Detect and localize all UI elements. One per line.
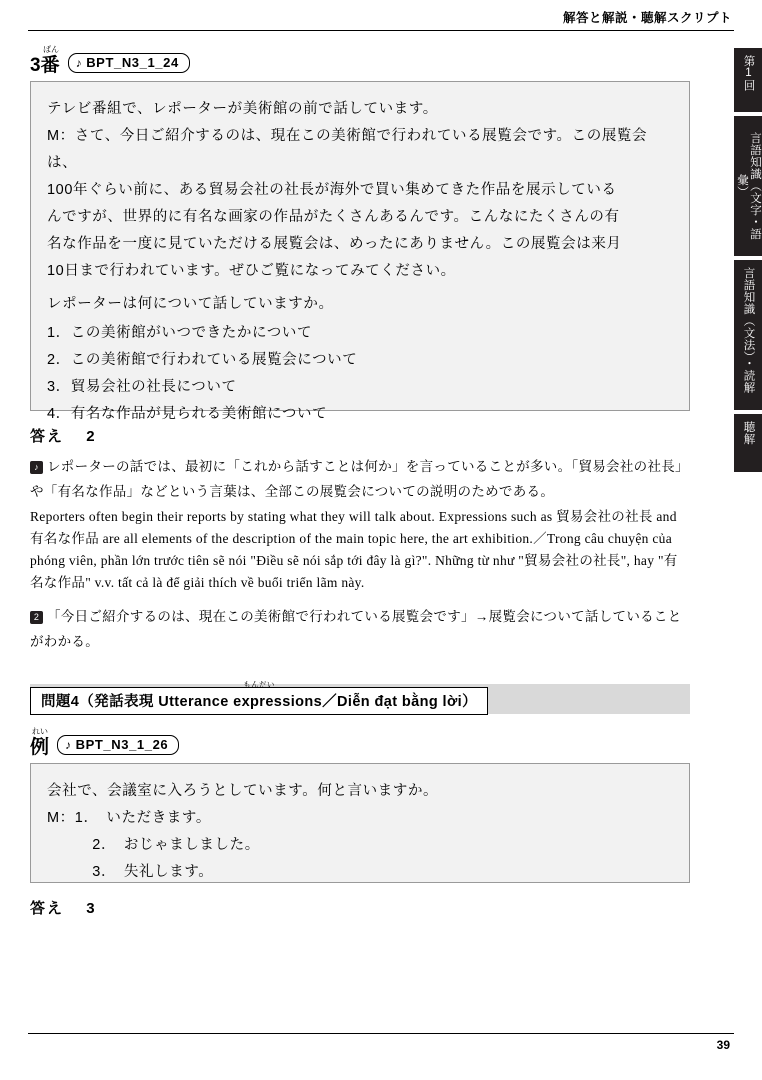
- explanation-japanese-2: [30, 604, 690, 654]
- question-3-choices: [47, 320, 673, 428]
- side-tab-listening[interactable]: [734, 414, 762, 472]
- answer-label-q3: 答え: [30, 428, 65, 445]
- side-tab-grammar-reading[interactable]: [734, 260, 762, 410]
- script-line-3: 100年ぐらい前に、ある貿易会社の社長が海外で買い集めてきた作品を展示している: [47, 182, 617, 198]
- question-3-answer: [30, 425, 690, 446]
- footer-divider: [28, 1033, 734, 1034]
- music-note-icon: ♪: [75, 55, 83, 70]
- side-tab-listening-label: 聴解: [742, 421, 755, 445]
- script-line-1: テレビ番組で、レポーターが美術館の前で話しています。: [47, 101, 438, 117]
- mondai-4-label: [30, 680, 488, 715]
- answer-value-rei: 3: [86, 900, 97, 917]
- question-3-number-label: 3番: [30, 55, 60, 76]
- explanation-japanese-2-text: 「今日ご紹介するのは、現在この美術館で行われている展覧会です」→展覧会について話していることがわかる。: [30, 609, 682, 649]
- question-3-number-ruby: ばん: [43, 45, 59, 54]
- rei-script-box: [30, 763, 690, 883]
- rei-ruby: れい: [32, 727, 48, 736]
- side-tab-vocab-label: 言語知識（文字・語彙）: [736, 132, 761, 240]
- script-line-2: M：さて、今日ご紹介するのは、現在この美術館で行われている展覧会です。この展覧会は、: [47, 128, 648, 171]
- rei-line-1: 会社で、会議室に入ろうとしています。何と言いますか。: [47, 783, 439, 799]
- rei-label: 例: [30, 737, 50, 758]
- explanation-translation: Reporters often begin their reports by stating what they will talk about. Expressions such as 貿易会社の社長 and 有名な作品 are all elements of the description of the main topic here, the art exhibition.／Trong câu chuyện của phóng viên, phần lớn trước tiên sẽ nói "Điều sẽ nói sắp tới đây là gì?". Những từ như "貿易会社の社長", hay "有名な作品" v.v. tất cả là để giải thích về buổi triển lãm này.: [30, 509, 678, 590]
- rei-choice-1[interactable]: M：1． いただきます。: [47, 810, 211, 826]
- choice-3[interactable]: 3．貿易会社の社長について: [47, 379, 237, 395]
- explanation-japanese: [30, 454, 690, 504]
- script-line-6: 10日まで行われています。ぜひご覧になってみてください。: [47, 263, 456, 279]
- answer-label-rei: 答え: [30, 900, 65, 917]
- header-divider: [28, 30, 734, 31]
- choice-1[interactable]: 1．この美術館がいつできたかについて: [47, 325, 313, 341]
- rei-heading: [30, 728, 690, 757]
- mondai-4-text: 問題4（発話表現 Utterance expressions／Diễn đạt bằng lời）: [41, 694, 477, 710]
- side-tab-round1-label: 第1回: [742, 55, 755, 92]
- page-header-title: 解答と解説・聴解スクリプト: [562, 11, 732, 25]
- rei-choice-3[interactable]: 3． 失礼します。: [47, 864, 214, 880]
- music-note-icon-rei: ♪: [65, 737, 72, 752]
- answer-value-q3: 2: [86, 428, 97, 445]
- question-3-heading: [30, 46, 690, 75]
- side-tab-group: [734, 48, 762, 476]
- script-line-4: んですが、世界的に有名な画家の作品がたくさんあるんです。こんなにたくさんの有: [47, 209, 620, 225]
- mondai-ruby-group: [41, 680, 477, 711]
- side-tab-grammar-reading-label: 言語知識（文法）・読解: [742, 267, 755, 394]
- page-content: [30, 46, 690, 918]
- speaker-badge-icon: ♪: [30, 461, 43, 474]
- rei-answer: [30, 897, 690, 918]
- side-tab-round1[interactable]: [734, 48, 762, 112]
- rei-choice-2[interactable]: 2． おじゃましました。: [47, 837, 260, 853]
- number-badge-icon: 2: [30, 611, 43, 624]
- question-3-script-box: [30, 81, 690, 422]
- script-line-5: 名な作品を一度に見ていただける展覧会は、めったにありません。この展覧会は来月: [47, 236, 622, 252]
- side-tab-vocab[interactable]: [734, 116, 762, 256]
- mondai-4-band: [30, 680, 690, 714]
- audio-track-chip-rei[interactable]: [57, 735, 179, 755]
- audio-track-label-q3: BPT_N3_1_24: [86, 55, 179, 70]
- rei-number: [30, 728, 49, 757]
- explanation-japanese-text: レポーターの話では、最初に「これから話すことは何か」を言っていることが多い。「貿易会社の社長」や「有名な作品」などという言葉は、全部この展覧会についての説明のためである。: [30, 459, 689, 499]
- audio-track-label-rei: BPT_N3_1_26: [75, 737, 169, 752]
- page-number: 39: [716, 1038, 730, 1052]
- mondai-ruby: もんだい: [243, 680, 275, 689]
- question-3-number: [30, 46, 60, 75]
- choice-4[interactable]: 4．有名な作品が見られる美術館について: [47, 406, 328, 422]
- choice-2[interactable]: 2．この美術館で行われている展覧会について: [47, 352, 358, 368]
- script-question-line: レポーターは何について話していますか。: [47, 296, 334, 312]
- audio-track-chip-q3[interactable]: [68, 53, 190, 73]
